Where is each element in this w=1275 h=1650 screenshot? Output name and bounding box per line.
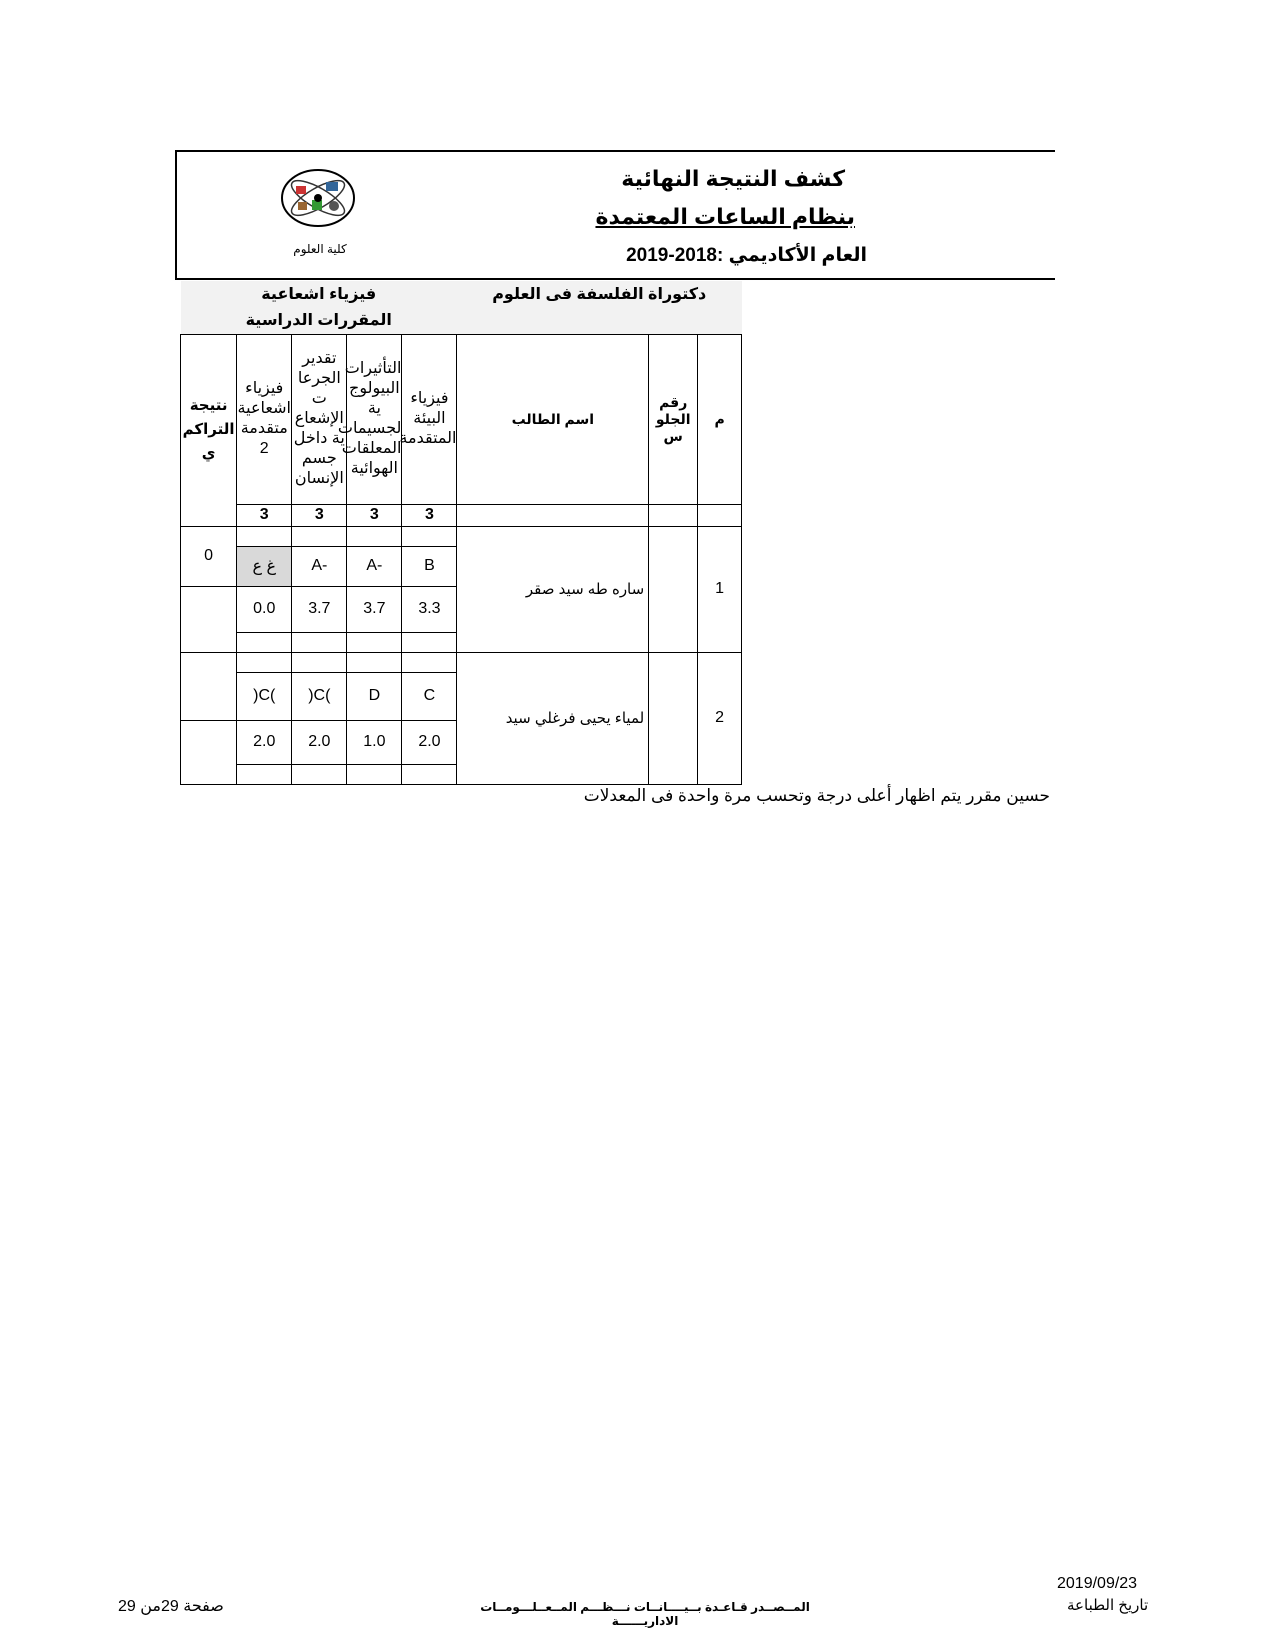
student-points: 2.0 [237,720,292,764]
report-system: بنظام الساعات المعتمدة [595,204,855,229]
grading-note: حسين مقرر يتم اظهار أعلى درجة وتحسب مرة واحدة فى المعدلات [583,786,1050,805]
student-seat [649,652,698,784]
student-points: 3.3 [402,586,457,632]
footer-source: المــصــدر قـاعـدة بــيــــانــات نـــظـــم المــعــلـــومــات الاداريــــــة [480,1600,810,1628]
results-table [180,281,742,785]
student-seat [649,526,698,652]
courses-label: المقررات الدراسية [245,311,392,329]
course-header: تقدير الجرعا ت الإشعاع ية داخل جسم الإنسان [292,334,347,504]
student-grade: غ ع [237,546,292,586]
program-degree: دكتوراة الفلسفة فى العلوم [492,285,707,303]
program-specialization: فيزياء اشعاعية [261,285,377,303]
student-serial: 1 [698,526,742,652]
academic-year: العام الأكاديمي :2018-2019 [626,245,867,266]
course-hours: 3 [292,504,347,526]
logo-caption: كلية العلوم [293,242,347,256]
student-grade: D [347,672,402,720]
faculty-logo-icon [268,160,368,236]
course-hours: 3 [347,504,402,526]
student-grade: C [402,672,457,720]
student-points: 0.0 [237,586,292,632]
student-points: 3.7 [292,586,347,632]
course-header: فيزياء اشعاعية متقدمة 2 [237,334,292,504]
col-seat-header: رقم الجلو س [649,334,698,504]
print-date: 2019/09/23 [1057,1575,1138,1592]
col-name-header: اسم الطالب [457,334,649,504]
student-points: 2.0 [292,720,347,764]
student-points: 2.0 [402,720,457,764]
student-grade: )C( [292,672,347,720]
course-header: التأثيرات البيولوج ية لجسيمات المعلقات الهوائية [347,334,402,504]
student-cumulative: 0 [181,526,237,586]
course-hours: 3 [237,504,292,526]
col-cumulative-header: نتيجة التراكم ي [181,334,237,526]
student-grade: -A [292,546,347,586]
student-grade: )C( [237,672,292,720]
student-name: ساره طه سيد صقر [457,526,649,652]
student-points: 1.0 [347,720,402,764]
student-name: لمياء يحيى فرغلي سيد [457,652,649,784]
student-serial: 2 [698,652,742,784]
course-header: فيزياء البيئة المتقدمة [402,334,457,504]
student-grade: B [402,546,457,586]
report-title: كشف النتيجة النهائية [621,166,845,191]
col-serial-header: م [698,334,742,504]
course-hours: 3 [402,504,457,526]
student-grade: -A [347,546,402,586]
print-date-label: تاريخ الطباعة [1067,1597,1149,1614]
student-cumulative [181,652,237,720]
student-points: 3.7 [347,586,402,632]
page-number: صفحة 29من 29 [118,1598,224,1615]
